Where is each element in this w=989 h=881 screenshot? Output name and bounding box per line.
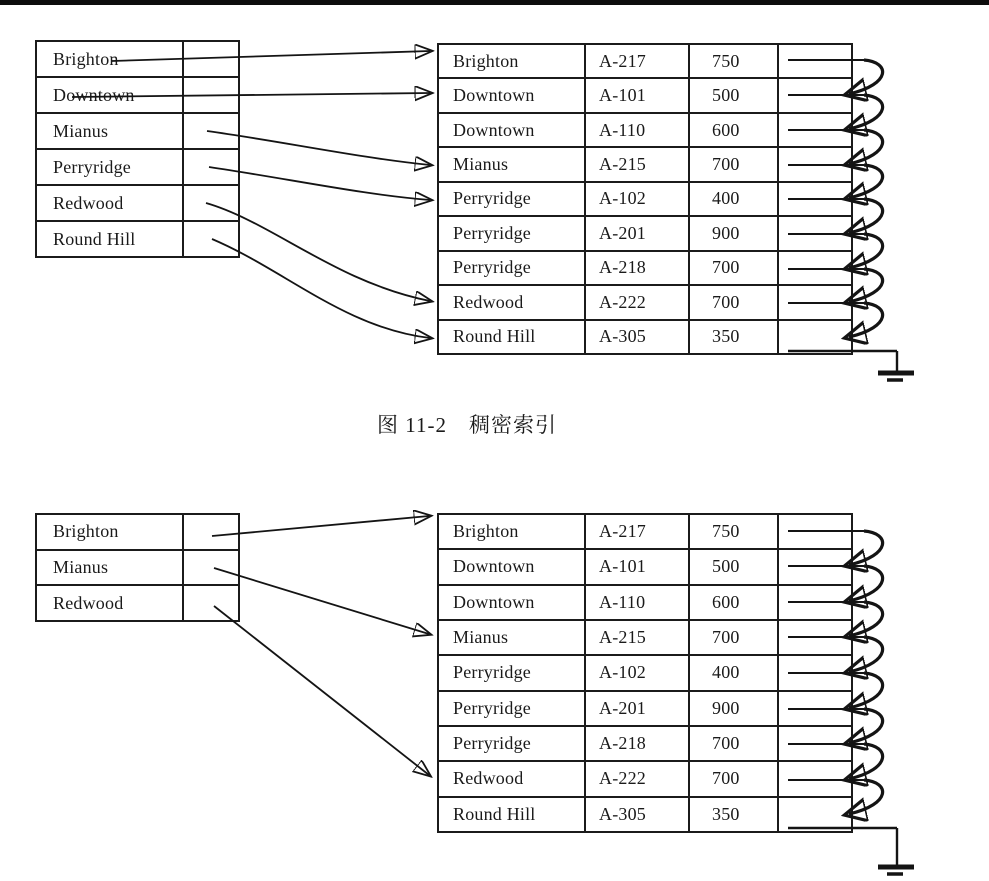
pointer-cell [777,727,851,760]
table-row [439,619,851,654]
branch-cell: Perryridge [453,222,531,243]
pointer-cell [777,621,851,654]
index-pointer-cell [182,222,238,256]
account-cell: A-102 [584,183,688,215]
account-cell: A-201 [584,217,688,249]
table-row [439,584,851,619]
table-row [439,690,851,725]
table-row [439,284,851,318]
account-cell: A-102 [584,656,688,689]
balance-cell: 700 [688,148,777,180]
end-of-list-ground-icon [788,351,914,380]
table-row [439,654,851,689]
branch-cell: Downtown [453,85,535,106]
account-cell: A-101 [584,79,688,111]
pointer-cell [777,183,851,215]
index-arrow-brighton [212,516,429,536]
table-row [439,45,851,77]
index-entry-row [37,220,238,256]
index-key-cell: Redwood [53,592,124,613]
index-pointer-cell [182,586,238,620]
account-cell: A-217 [584,515,688,548]
table-row [439,760,851,795]
index-entry-row [37,76,238,112]
scan-top-edge-bar [0,0,989,5]
index-key-cell: Brighton [53,521,119,542]
next-record-arrow [849,673,883,708]
branch-cell: Perryridge [453,257,531,278]
branch-cell: Downtown [453,119,535,140]
balance-cell: 700 [688,621,777,654]
next-record-arrow [849,637,883,672]
end-of-list-ground-icon [788,828,914,874]
index-key-cell: Mianus [53,557,109,577]
index-pointer-cell [182,515,238,549]
table-row [439,181,851,215]
pointer-cell [777,762,851,795]
balance-cell: 500 [688,550,777,583]
balance-cell: 600 [688,114,777,146]
index-key-cell: Brighton [53,48,119,69]
branch-cell: Perryridge [453,733,531,754]
account-cell: A-305 [584,798,688,831]
pointer-cell [777,148,851,180]
balance-cell: 400 [688,183,777,215]
account-cell: A-215 [584,148,688,180]
account-cell: A-110 [584,114,688,146]
pointer-cell [777,515,851,548]
pointer-cell [777,586,851,619]
balance-cell: 700 [688,727,777,760]
pointer-cell [777,550,851,583]
next-record-arrow [849,60,883,94]
index-key-cell: Round Hill [53,228,136,249]
next-record-arrow [849,566,883,601]
balance-cell: 900 [688,692,777,725]
account-cell: A-222 [584,286,688,318]
index-arrow-redwood [214,606,429,775]
account-cell: A-305 [584,321,688,353]
branch-cell: Perryridge [453,662,531,683]
table-row [439,548,851,583]
balance-cell: 350 [688,321,777,353]
account-cell: A-217 [584,45,688,77]
pointer-cell [777,656,851,689]
balance-cell: 600 [688,586,777,619]
index-pointer-cell [182,150,238,184]
account-cell: A-101 [584,550,688,583]
balance-cell: 700 [688,252,777,284]
branch-cell: Round Hill [453,803,536,824]
account-cell: A-222 [584,762,688,795]
index-entry-row [37,112,238,148]
index-key-cell: Mianus [53,120,109,141]
index-entry-row [37,148,238,184]
next-record-arrow [849,95,883,129]
branch-cell: Perryridge [453,188,531,209]
pointer-cell [777,252,851,284]
index-pointer-cell [182,42,238,76]
index-entry-row [37,584,238,620]
next-record-arrow [849,303,883,337]
next-record-arrow [849,234,883,268]
index-entry-row [37,42,238,76]
account-cell: A-218 [584,727,688,760]
index-to-record-arrows-sparse [212,516,429,775]
index-pointer-cell [182,186,238,220]
table-row [439,146,851,180]
index-entry-row [37,515,238,549]
index-pointer-cell [182,78,238,112]
branch-cell: Redwood [453,291,524,312]
branch-cell: Perryridge [453,697,531,718]
branch-cell: Downtown [453,556,535,577]
index-pointer-cell [182,114,238,148]
pointer-cell [777,692,851,725]
pointer-cell [777,79,851,111]
next-record-arrow [849,165,883,198]
pointer-cell [777,217,851,249]
table-row [439,515,851,548]
next-record-arrow [849,269,883,302]
pointer-cell [777,45,851,77]
table-row [439,725,851,760]
pointer-cell [777,798,851,831]
account-cell: A-110 [584,586,688,619]
branch-cell: Brighton [453,521,519,542]
index-arrow-mianus [214,568,429,634]
table-row [439,319,851,353]
balance-cell: 900 [688,217,777,249]
pointer-cell [777,114,851,146]
branch-cell: Downtown [453,591,535,612]
balance-cell: 700 [688,286,777,318]
next-record-arrow [849,130,883,164]
index-entry-row [37,549,238,585]
balance-cell: 700 [688,762,777,795]
branch-cell: Mianus [453,154,509,175]
table-row [439,215,851,249]
branch-cell: Mianus [453,627,509,648]
account-table [437,43,853,355]
sparse-index-table [35,513,240,622]
index-arrow-perryridge [209,167,430,200]
next-record-arrow [849,602,883,636]
index-arrow-round-hill [212,239,430,338]
table-row [439,112,851,146]
dense-index-table [35,40,240,258]
account-cell: A-215 [584,621,688,654]
index-key-cell: Redwood [53,192,124,213]
account-table [437,513,853,833]
balance-cell: 750 [688,515,777,548]
index-key-cell: Perryridge [53,156,131,177]
index-pointer-cell [182,551,238,585]
branch-cell: Brighton [453,50,519,71]
branch-cell: Redwood [453,768,524,789]
table-row [439,250,851,284]
balance-cell: 500 [688,79,777,111]
account-cell: A-201 [584,692,688,725]
next-record-arrow [849,780,883,814]
balance-cell: 400 [688,656,777,689]
account-cell: A-218 [584,252,688,284]
pointer-cell [777,321,851,353]
index-key-cell: Downtown [53,84,135,105]
index-entry-row [37,184,238,220]
next-record-arrow [849,709,883,743]
balance-cell: 350 [688,798,777,831]
table-row [439,796,851,831]
branch-cell: Round Hill [453,326,536,347]
pointer-cell [777,286,851,318]
next-record-arrow [849,531,883,565]
next-record-arrow [849,744,883,779]
index-arrow-mianus [207,131,430,165]
next-record-arrow [849,199,883,233]
figure-caption: 图 11-2 稠密索引 [377,413,557,437]
balance-cell: 750 [688,45,777,77]
table-row [439,77,851,111]
